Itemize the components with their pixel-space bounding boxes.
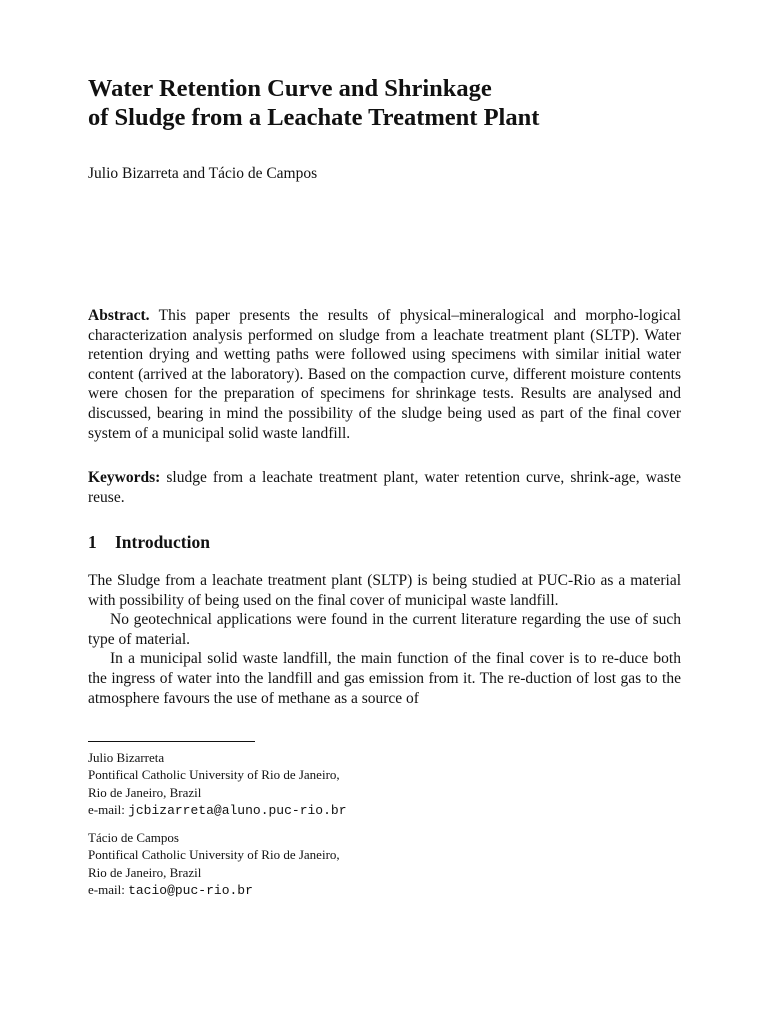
abstract-text: This paper presents the results of physical–mineralogical and morpho-logical characterization analysis performed on sludge from a leachate treatment plant (SLTP). Water retention drying and wetting paths were followed using specimens with similar initial water content (arrived at the laboratory). Based on the compaction curve, different moisture contents were chosen for the preparation of specimens for shrinkage tests. Results are analysed and discussed, bearing in mind the possibility of the sludge being used as part of the final cover system of a municipal solid waste landfill.: [88, 307, 681, 442]
section-title: Introduction: [115, 532, 210, 552]
keywords-label: Keywords:: [88, 469, 161, 486]
affiliation-institution: Pontifical Catholic University of Rio de Janeiro,: [88, 767, 340, 783]
paragraph: The Sludge from a leachate treatment plant (SLTP) is being studied at PUC-Rio as a material with possibility of being used on the final cover of municipal waste landfill.: [88, 572, 681, 609]
author-affiliation: [88, 829, 508, 899]
section-number: 1: [88, 532, 97, 552]
footnote-divider: [88, 741, 255, 742]
affiliation-email-line: [88, 881, 508, 899]
affiliation-email-line: [88, 801, 508, 819]
affiliation-institution: Pontifical Catholic University of Rio de Janeiro,: [88, 847, 340, 863]
keywords: [88, 468, 681, 507]
title-line-1: Water Retention Curve and Shrinkage: [88, 75, 492, 102]
abstract-label: Abstract.: [88, 307, 150, 324]
paper-title: [88, 74, 708, 132]
email-link[interactable]: tacio@puc-rio.br: [128, 882, 253, 898]
email-link[interactable]: jcbizarreta@aluno.puc-rio.br: [128, 802, 347, 818]
affiliation-location: Rio de Janeiro, Brazil: [88, 864, 202, 880]
keywords-text: sludge from a leachate treatment plant, water retention curve, shrink-age, waste reuse.: [88, 469, 681, 506]
author-list: Julio Bizarreta and Tácio de Campos: [88, 165, 318, 182]
paragraph: No geotechnical applications were found in the current literature regarding the use of such type of material.: [88, 611, 681, 648]
author-affiliation: [88, 749, 508, 819]
email-label: e-mail:: [88, 881, 125, 897]
paragraph: In a municipal solid waste landfill, the main function of the final cover is to re-duce both the ingress of water into the landfill and gas emission from it. The re-duction of lost gas to the atmosphere favours the use of methane as a source of: [88, 650, 681, 707]
section-heading: [88, 531, 210, 553]
affiliation-name: Julio Bizarreta: [88, 750, 165, 765]
affiliation-location: Rio de Janeiro, Brazil: [88, 784, 202, 800]
abstract: [88, 306, 681, 443]
section-body: [88, 571, 681, 708]
email-label: e-mail:: [88, 801, 125, 817]
affiliation-name: Tácio de Campos: [88, 830, 179, 845]
title-line-2: of Sludge from a Leachate Treatment Plant: [88, 104, 540, 131]
